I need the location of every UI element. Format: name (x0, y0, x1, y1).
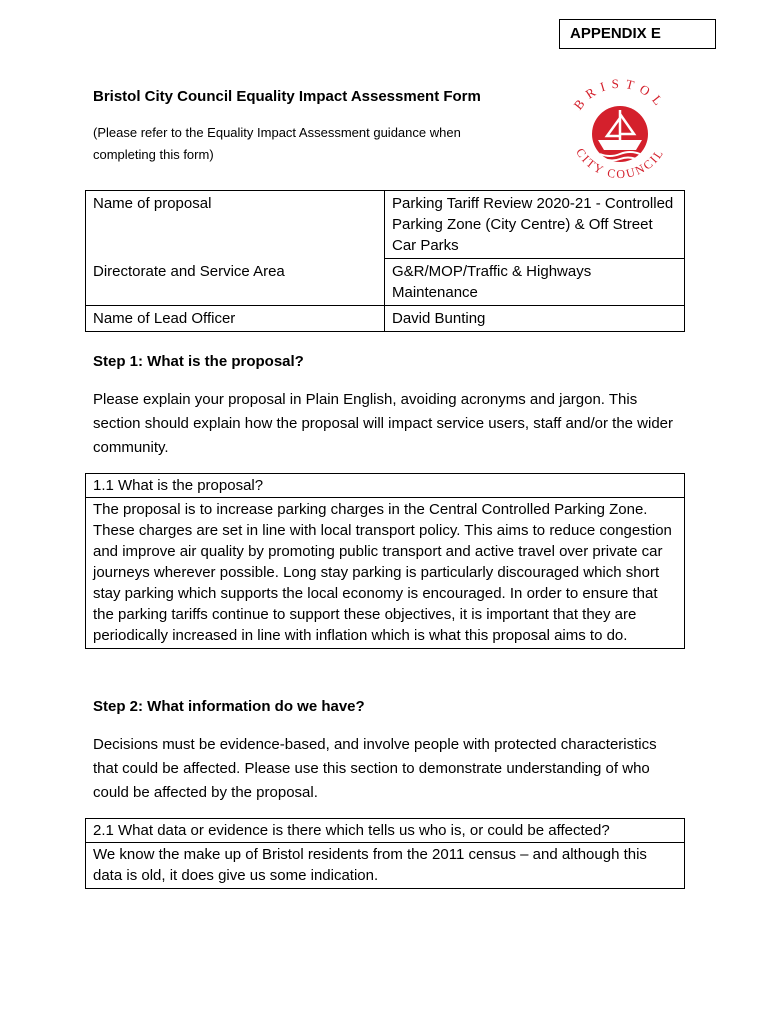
table-row (86, 306, 685, 332)
step1-answer: The proposal is to increase parking charges in the Central Controlled Parking Zone. These charges are set in line with local transport policy. This aims to reduce congestion and improve air quality by promoting public transport and active travel over private car journeys wherever possible. Long stay parking is particularly discouraged which short stay parking which supports the local economy is encouraged. In order to ensure that the parking tariffs continue to support these objectives, it is important that they are periodically increased in line with inflation which is what this proposal aims to do. (93, 501, 672, 644)
appendix-label: APPENDIX E (559, 19, 716, 49)
row-value: G&R/MOP/Traffic & Highways Maintenance (385, 259, 685, 306)
step1-title: Step 1: What is the proposal? (93, 353, 304, 370)
step1-question: 1.1 What is the proposal? (86, 474, 684, 498)
row-value: David Bunting (385, 306, 685, 332)
step2-question-box (85, 818, 685, 889)
table-row (86, 259, 685, 306)
logo-bottom-text: CITY COUNCIL (573, 145, 667, 182)
ship-emblem-icon (592, 106, 648, 162)
guidance-note: (Please refer to the Equality Impact Assessment guidance when completing this form) (93, 125, 461, 162)
step2-title: Step 2: What information do we have? (93, 698, 365, 715)
row-label: Directorate and Service Area (86, 259, 385, 306)
row-value: Parking Tariff Review 2020-21 - Controlled Parking Zone (City Centre) & Off Street Car Parks (385, 191, 685, 259)
step1-intro: Please explain your proposal in Plain English, avoiding acronyms and jargon. This section should explain how the proposal will impact service users, staff and/or the wider community. (93, 391, 674, 456)
proposal-info-table (85, 190, 685, 332)
row-label: Name of Lead Officer (86, 306, 385, 332)
step2-answer: We know the make up of Bristol residents from the 2011 census – and although this data is old, it does give us some indication. (93, 846, 647, 884)
step1-question-box (85, 473, 685, 649)
bristol-city-council-logo (560, 78, 680, 190)
table-row (86, 191, 685, 259)
step2-question: 2.1 What data or evidence is there which tells us who is, or could be affected? (86, 819, 684, 843)
row-label: Name of proposal (86, 191, 385, 259)
step2-intro: Decisions must be evidence-based, and involve people with protected characteristics that could be affected. Please use this section to demonstrate understanding of who could be affected by the proposal. (93, 736, 657, 801)
logo-top-text: BRISTOL (570, 78, 670, 113)
form-title: Bristol City Council Equality Impact Assessment Form (93, 88, 481, 105)
